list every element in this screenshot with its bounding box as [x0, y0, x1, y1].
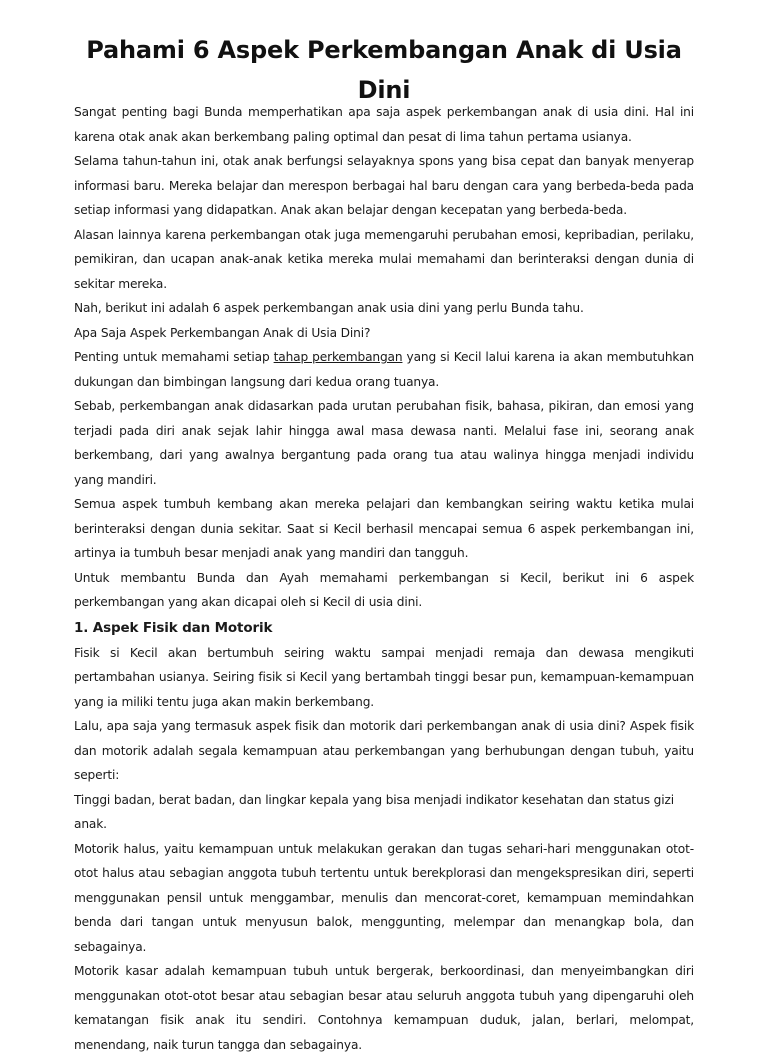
paragraph-motorik-kasar: Motorik kasar adalah kemampuan tubuh untuk bergerak, berkoordinasi, dan menyeimbangkan diri menggunakan otot-otot besar atau sebagian besar atau seluruh anggota tubuh yang dipengaruhi oleh kematangan fisik anak itu sendiri. Contohnya kemampuan duduk, jalan, berlari, melompat, menendang, naik turun tangga dan sebagainya.	[74, 964, 694, 1052]
paragraph-semua-aspek: Semua aspek tumbuh kembang akan mereka pelajari dan kembangkan seiring waktu ketika mulai berinteraksi dengan dunia sekitar. Saat si Kecil berhasil mencapai semua 6 aspek perkembangan ini, artinya ia tumbuh besar menjadi anak yang mandiri dan tangguh.	[74, 497, 694, 560]
paragraph-motorik-halus: Motorik halus, yaitu kemampuan untuk melakukan gerakan dan tugas sehari-hari menggunakan otot-otot halus atau sebagian anggota tubuh tertentu untuk berekplorasi dan mengekspresikan diri, seperti menggunakan pensil untuk menggambar, menulis dan mencorat-coret, kemampuan memindahkan benda dari tangan untuk menyusun balok, menggunting, melempar dan menangkap bola, dan sebagainya.	[74, 841, 694, 954]
paragraph-penting-text-end: yang si Kecil lalui karena ia akan membutuhkan dukungan dan bimbingan langsung dari kedua orang tuanya.	[74, 350, 694, 389]
paragraph-tinggi-badan: Tinggi badan, berat badan, dan lingkar kepala yang bisa menjadi indikator kesehatan dan status gizi anak.	[74, 792, 674, 831]
paragraph-fisik: Fisik si Kecil akan bertumbuh seiring waktu sampai menjadi remaja dan dewasa mengikuti pertambahan usianya. Seiring fisik si Kecil yang bertambah tinggi besar pun, kemampuan-kemampuan yang ia miliki tentu juga akan makin berkembang.	[74, 645, 694, 709]
paragraph-spons: Selama tahun-tahun ini, otak anak berfungsi selayaknya spons yang bisa cepat dan banyak menyerap informasi baru. Mereka belajar dan merespon berbagai hal baru dengan cara yang berbeda-beda pada setiap informasi yang didapatkan. Anak akan belajar dengan kecepatan yang berbeda-beda.	[74, 154, 694, 217]
tahap-perkembangan-link[interactable]: tahap perkembangan	[273, 350, 403, 364]
paragraph-question: Apa Saja Aspek Perkembangan Anak di Usia Dini?	[74, 325, 371, 340]
paragraph-intro: Sangat penting bagi Bunda memperhatikan apa saja aspek perkembangan anak di usia dini. Hal ini karena otak anak akan berkembang paling optimal dan pesat di lima tahun pertama usianya.	[74, 105, 694, 144]
paragraph-penting	[74, 345, 694, 394]
paragraph-lalu: Lalu, apa saja yang termasuk aspek fisik dan motorik dari perkembangan anak di usia dini? Aspek fisik dan motorik adalah segala kemampuan atau perkembangan yang berhubungan dengan tubuh, yaitu seperti:	[74, 719, 694, 782]
article-body	[74, 100, 694, 1057]
page-title: Pahami 6 Aspek Perkembangan Anak di Usia Dini	[86, 36, 682, 104]
paragraph-nah: Nah, berikut ini adalah 6 aspek perkembangan anak usia dini yang perlu Bunda tahu.	[74, 301, 584, 315]
paragraph-alasan: Alasan lainnya karena perkembangan otak juga memengaruhi perubahan emosi, kepribadian, perilaku, pemikiran, dan ucapan anak-anak ketika mereka mulai memahami dan berinteraksi dengan dunia di sekitar mereka.	[74, 227, 694, 291]
paragraph-untuk-membantu: Untuk membantu Bunda dan Ayah memahami perkembangan si Kecil, berikut ini 6 aspek perkembangan yang akan dicapai oleh si Kecil di usia dini.	[74, 570, 694, 609]
paragraph-penting-text-start: Penting untuk memahami setiap	[74, 350, 274, 364]
section-heading-fisik-motorik: 1. Aspek Fisik dan Motorik	[74, 619, 273, 636]
paragraph-sebab: Sebab, perkembangan anak didasarkan pada urutan perubahan fisik, bahasa, pikiran, dan emosi yang terjadi pada diri anak sejak lahir hingga awal masa dewasa nanti. Melalui fase ini, seorang anak berkembang, dari yang awalnya bergantung pada orang tua atau walinya hingga menjadi individu yang mandiri.	[74, 399, 694, 487]
